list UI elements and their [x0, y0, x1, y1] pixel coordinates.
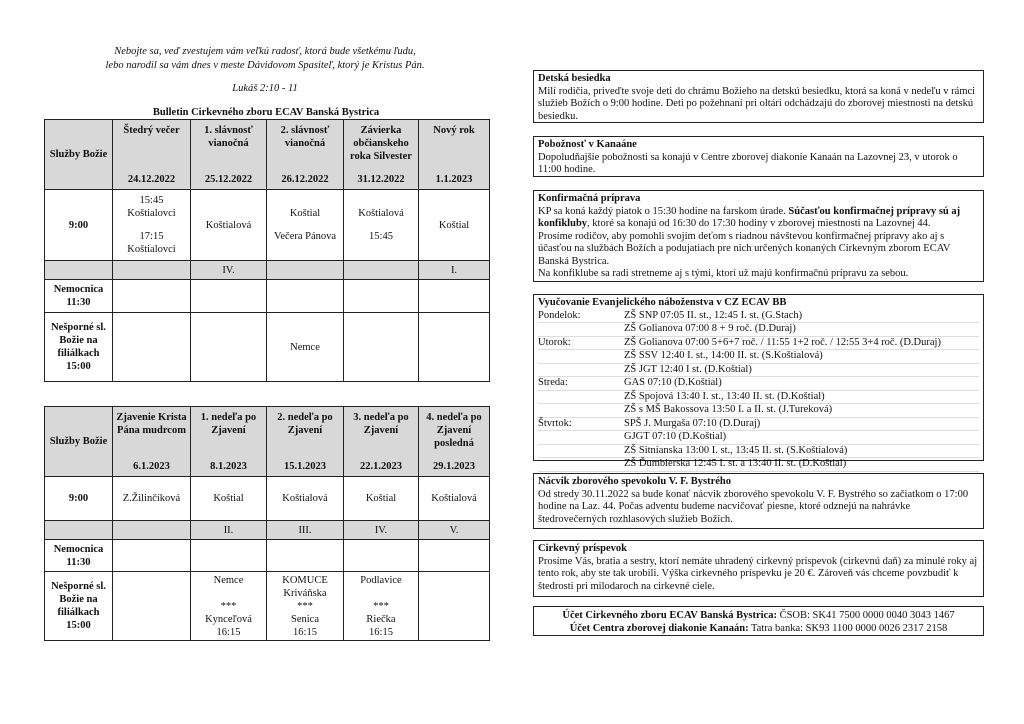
services-label: Služby Božie [45, 407, 113, 477]
column-header: Štedrý večer 24.12.2022 [113, 120, 191, 190]
box-religious-education [533, 294, 984, 469]
table-row [45, 313, 490, 382]
table-cell: Nemce [267, 313, 344, 382]
table-cell [267, 261, 344, 280]
box-title: Pobožnosť v Kanaáne [538, 139, 637, 150]
schedule-entry: GAS 07:10 (D.Koštial) [624, 377, 979, 391]
table-cell: Koštial [419, 190, 490, 261]
schedule-entry: ZŠ Sitnianska 13:00 I. st., 13:45 II. st. (S.Koštialová) [624, 445, 979, 459]
table-cell: V. [419, 521, 490, 540]
schedule-day [538, 458, 624, 472]
column-header: 2. slávnosť vianočná 26.12.2022 [267, 120, 344, 190]
afternoon-label: Nešporné sl. Božie na filiálkach 15:00 [45, 313, 113, 382]
schedule-day [538, 445, 624, 459]
box-choir [533, 473, 984, 529]
afternoon-label: Nešporné sl. Božie na filiálkach 15:00 [45, 572, 113, 641]
schedule-day [538, 404, 624, 418]
table-cell [419, 313, 490, 382]
table-cell [419, 572, 490, 641]
table-cell [419, 280, 490, 313]
table-header-row [45, 407, 490, 477]
column-header: 4. nedeľa po Zjavení posledná 29.1.2023 [419, 407, 490, 477]
quote-line-2: lebo narodil sa vám dnes v meste Dávidovom Spasiteľ, ktorý je Kristus Pán. [105, 60, 425, 71]
table-cell [344, 261, 419, 280]
box-kanaan-devotion [533, 136, 984, 177]
column-header: 2. nedeľa po Zjavení 15.1.2023 [267, 407, 344, 477]
box-text: Dopoludňajšie pobožnosti sa konajú v Centre zborovej diakonie Kanaán na Lazovnej 23, v utorok o 11:00 hodine. [538, 151, 958, 175]
table-cell [419, 540, 490, 572]
table-row [45, 261, 490, 280]
column-header: 1. nedeľa po Zjavení 8.1.2023 [191, 407, 267, 477]
schedule-table-december [44, 119, 490, 382]
table-cell: Koštial [344, 477, 419, 521]
quote-line-1: Nebojte sa, veď zvestujem vám veľkú radosť, ktorá bude všetkému ľudu, [114, 46, 416, 57]
schedule-day: Streda: [538, 377, 624, 391]
column-header: Zjavenie Krista Pána mudrcom 6.1.2023 [113, 407, 191, 477]
box-text: Prosíme Vás, bratia a sestry, ktorí nemáte uhradený cirkevný príspevok (cirkevnú daň) za minulé roky aj tento rok, aby ste tak urobili. Výška cirkevného príspevku je 20 €. Zároveň vás chceme povzbudiť k štedrosti pri milodaroch na cirkevné ciele. [538, 555, 978, 592]
box-title: Cirkevný príspevok [538, 543, 627, 554]
schedule-day: Pondelok: [538, 310, 624, 324]
table-cell [344, 280, 419, 313]
bulletin-title: Bulletin Cirkevného zboru ECAV Banská Bystrica [152, 107, 380, 118]
schedule-day [538, 364, 624, 378]
time-label: 9:00 [45, 477, 113, 521]
table-row [45, 477, 490, 521]
column-header: 3. nedeľa po Zjavení 22.1.2023 [344, 407, 419, 477]
table-cell [113, 280, 191, 313]
box-confirmation [533, 190, 984, 282]
schedule-entry: SPŠ J. Murgaša 07:10 (D.Duraj) [624, 418, 979, 432]
account-line: Účet Centra zborovej diakonie Kanaán: Tatra banka: SK93 1100 0000 0026 2317 2158 [569, 623, 948, 634]
schedule-day [538, 323, 624, 337]
table-cell: Koštial Večera Pánova [267, 190, 344, 261]
schedule-entry: ZŠ Golianova 07:00 8 + 9 roč. (D.Duraj) [624, 323, 979, 337]
schedule-day [538, 431, 624, 445]
table-cell [344, 540, 419, 572]
table-cell [267, 280, 344, 313]
schedule-day [538, 391, 624, 405]
box-text: KP sa koná každý piatok o 15:30 hodine na farskom úrade. Súčasťou konfirmačnej prípravy sú aj konfikluby, ktoré sa konajú od 16:30 do 17:30 hodiny v zborovej miestnosti na Lazovnej 44. [538, 205, 961, 229]
table-cell [45, 521, 113, 540]
hospital-label: Nemocnica 11:30 [45, 280, 113, 313]
table-cell: Koštialová 15:45 [344, 190, 419, 261]
table-row [45, 280, 490, 313]
table-cell: Z.Žilinčíková [113, 477, 191, 521]
schedule-entry: ZŠ Ďumbierska 12:45 I. st. a 13:40 II. st. (D.Koštial) [624, 458, 979, 472]
time-label: 9:00 [45, 190, 113, 261]
table-cell: Podlavice *** Riečka 16:15 [344, 572, 419, 641]
box-title: Nácvik zborového spevokolu V. F. Bystrého [538, 476, 732, 487]
schedule-list [538, 310, 979, 472]
table-cell [267, 540, 344, 572]
schedule-day: Utorok: [538, 337, 624, 351]
table-cell [344, 313, 419, 382]
box-text: Na konfiklube sa radi stretneme aj s tými, ktorí už majú konfirmačnú prípravu za sebou. [538, 268, 909, 279]
table-cell: Koštialová [267, 477, 344, 521]
table-cell: Koštial [191, 477, 267, 521]
bible-quote [60, 45, 470, 73]
table-cell [113, 313, 191, 382]
table-cell: Koštialová [191, 190, 267, 261]
table-cell: I. [419, 261, 490, 280]
table-cell: II. [191, 521, 267, 540]
column-header: 1. slávnosť vianočná 25.12.2022 [191, 120, 267, 190]
schedule-entry: ZŠ Golianova 07:00 5+6+7 roč. / 11:55 1+2 roč. / 12:55 3+4 roč. (D.Duraj) [624, 337, 979, 351]
column-header: Nový rok 1.1.2023 [419, 120, 490, 190]
schedule-entry: ZŠ SNP 07:05 II. st., 12:45 I. st. (G.Stach) [624, 310, 979, 324]
table-cell: IV. [344, 521, 419, 540]
box-text: Od stredy 30.11.2022 sa bude konať nácvik zborového spevokolu V. F. Bystrého so začiatkom o 17:00 hodine na Laz. 44. Počas adventu budeme nacvičovať piesne, ktoré odznejú na nahrávke štedrovečerných rozhlasových služieb Božích. [538, 488, 969, 525]
table-cell: Koštialová [419, 477, 490, 521]
box-title: Vyučovanie Evanjelického náboženstva v CZ ECAV BB [538, 297, 787, 308]
box-text: Milí rodičia, priveďte svoje deti do chrámu Božieho na detskú besiedku, ktorá sa koná v nedeľu v rámci služieb Božích o 9:00 hodine. Deti po požehnaní pri oltári odchádzajú do zborovej miestnosti na detskú besiedku. [538, 85, 976, 122]
table-header-row [45, 120, 490, 190]
table-cell [191, 540, 267, 572]
schedule-entry: ZŠ SSV 12:40 I. st., 14:00 II. st. (S.Koštialová) [624, 350, 979, 364]
schedule-day: Štvrtok: [538, 418, 624, 432]
box-title: Detská besiedka [538, 73, 611, 84]
table-cell [191, 313, 267, 382]
services-label: Služby Božie [45, 120, 113, 190]
box-bank-accounts [533, 606, 984, 636]
table-cell [191, 280, 267, 313]
column-header: Závierka občianskeho roka Silvester 31.12.2022 [344, 120, 419, 190]
table-row [45, 572, 490, 641]
table-cell: Nemce *** Kynceľová 16:15 [191, 572, 267, 641]
table-row [45, 190, 490, 261]
box-church-contribution [533, 540, 984, 597]
table-cell: III. [267, 521, 344, 540]
table-row [45, 540, 490, 572]
table-row [45, 521, 490, 540]
table-cell [113, 540, 191, 572]
account-line: Účet Cirkevného zboru ECAV Banská Bystrica: ČSOB: SK41 7500 0000 0040 3043 1467 [562, 610, 955, 621]
table-cell [113, 521, 191, 540]
schedule-day [538, 350, 624, 364]
box-title: Konfirmačná príprava [538, 193, 641, 204]
table-cell [113, 261, 191, 280]
schedule-table-january [44, 406, 490, 641]
table-cell: 15:45 Koštialovci 17:15 Koštialovci [113, 190, 191, 261]
quote-reference: Lukáš 2:10 - 11 [232, 83, 298, 94]
schedule-entry: ZŠ s MŠ Bakossova 13:50 I. a II. st. (J.Tureková) [624, 404, 979, 418]
schedule-entry: ZŠ JGT 12:40 I st. (D.Koštial) [624, 364, 979, 378]
table-cell: KOMUCE Kriváňska *** Senica 16:15 [267, 572, 344, 641]
table-cell [45, 261, 113, 280]
table-cell [113, 572, 191, 641]
table-cell: IV. [191, 261, 267, 280]
schedule-entry: ZŠ Spojová 13:40 I. st., 13:40 II. st. (D.Koštial) [624, 391, 979, 405]
box-text: Prosíme rodičov, aby pomohli svojím deťom s riadnou návštevou konfirmačnej prípravy ako aj s účasťou na službách Božích a podujatiach pre nich určených konaných Cirkevným zborom ECAV Banská Bystrica. [538, 230, 951, 267]
box-childrens-school [533, 70, 984, 123]
schedule-entry: GJGT 07:10 (D.Koštial) [624, 431, 979, 445]
hospital-label: Nemocnica 11:30 [45, 540, 113, 572]
